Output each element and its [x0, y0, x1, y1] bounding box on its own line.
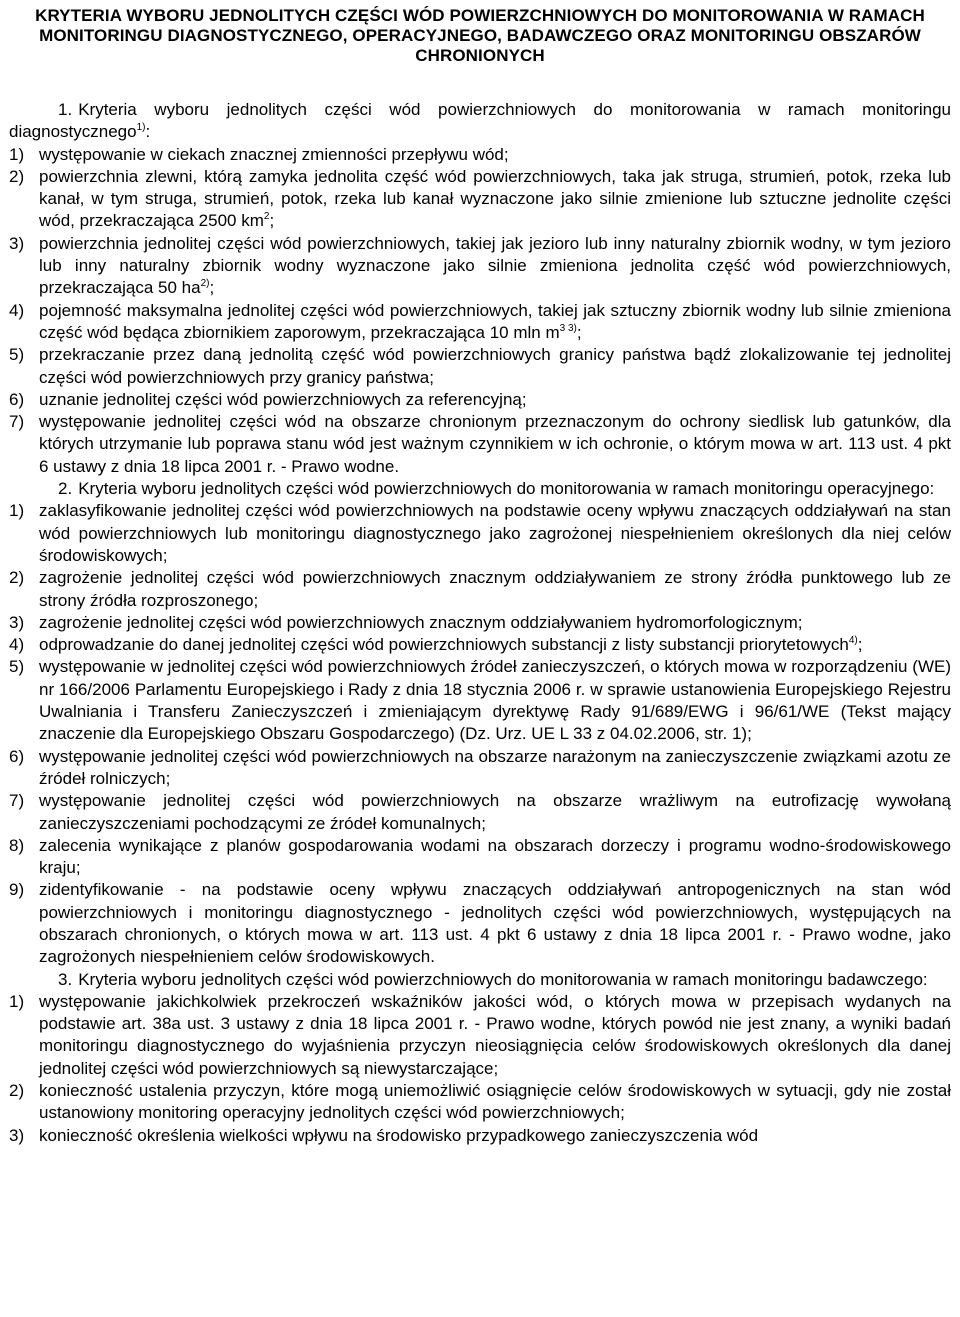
list-item [9, 233, 951, 300]
section-heading-text: Kryteria wyboru jednolitych części wód powierzchniowych do monitorowania w ramach monitoringu operacyjnego: [78, 479, 935, 499]
list-item-text: występowanie w ciekach znacznej zmienności przepływu wód; [39, 144, 509, 164]
list-item-text: zidentyfikowanie - na podstawie oceny wpływu znaczących oddziaływań antropogenicznych na stan wód powierzchniowych i monitoringu diagnostycznego - jednolitych części wód powierzchniowych, występujących na obszarach chronionych, o których mowa w art. 113 ust. 4 pkt 6 ustawy z dnia 18 lipca 2001 r. - Prawo wodne, jako zagrożonych niespełnieniem celów środowiskowych. [39, 880, 951, 967]
list-item-number: 9) [9, 880, 25, 900]
list-item-text: uznanie jednolitej części wód powierzchniowych za referencyjną; [39, 389, 527, 409]
list-item-text: konieczność ustalenia przyczyn, które mogą uniemożliwić osiągnięcie celów środowiskowych w sytuacji, gdy nie został ustanowiony monitoring operacyjny jednolitych części wód powierzchniowych; [39, 1081, 951, 1123]
footnote-ref: 3 3) [559, 322, 577, 334]
section-heading [9, 969, 951, 991]
list-item [9, 344, 951, 389]
section-number: 2. [58, 479, 73, 499]
list-item-number: 4) [9, 635, 25, 655]
section-number: 1. [58, 100, 73, 119]
list-item [9, 144, 951, 166]
list-item-number: 2) [9, 568, 25, 588]
criteria-list [9, 500, 951, 968]
list-item-tail: ; [209, 278, 215, 298]
criteria-list [9, 991, 951, 1147]
section-3 [9, 969, 951, 1147]
heading-tail: : [145, 122, 151, 142]
list-item [9, 500, 951, 567]
document-page [9, 6, 951, 1147]
list-item-text: odprowadzanie do danej jednolitej części wód powierzchniowych substancji z listy substancji priorytetowych [39, 635, 849, 655]
list-item-text: występowanie jednolitej części wód na obszarze chronionym przeznaczonym do ochrony siedlisk lub gatunków, dla których utrzymanie lub poprawa stanu wód jest ważnym czynnikiem w ich ochronie, o którym mowa w art. 113 ust. 4 pkt 6 ustawy z dnia 18 lipca 2001 r. - Prawo wodne. [39, 412, 951, 476]
footnote-ref: 1) [136, 122, 146, 134]
section-heading-text: Kryteria wyboru jednolitych części wód powierzchniowych do monitorowania w ramach monitoringu diagnostycznego [9, 100, 951, 142]
section-heading [9, 478, 951, 500]
section-1 [9, 99, 951, 478]
list-item-text: powierzchnia zlewni, którą zamyka jednolita część wód powierzchniowych, taka jak struga, strumień, potok, rzeka lub kanał, w tym struga, strumień, potok, rzeka lub kanał wyznaczone jako silnie zmienione lub sztuczne jednolite części wód, przekraczająca 2500 km [39, 166, 951, 231]
list-item-text: występowanie jednolitej części wód powierzchniowych na obszarze narażonym na zanieczyszczenie związkami azotu ze źródeł rolniczych; [39, 746, 951, 788]
document-title: KRYTERIA WYBORU JEDNOLITYCH CZĘŚCI WÓD POWIERZCHNIOWYCH DO MONITOROWANIA W RAMACH MONITORINGU DIAGNOSTYCZNEGO, OPERACYJNEGO, BADAWCZEGO ORAZ MONITORINGU OBSZARÓW CHRONIONYCH [35, 6, 925, 65]
list-item-number: 1) [9, 991, 25, 1011]
footnote-ref: 2) [200, 278, 210, 290]
list-item [9, 746, 951, 791]
list-item-tail: ; [576, 322, 582, 342]
list-item [9, 1080, 951, 1125]
list-item [9, 411, 951, 478]
list-item-tail: ; [269, 211, 275, 231]
list-item [9, 612, 951, 634]
list-item [9, 835, 951, 880]
list-item-number: 8) [9, 835, 25, 855]
list-item-number: 2) [9, 166, 25, 186]
list-item-number: 3) [9, 233, 25, 253]
list-item-text: zaklasyfikowanie jednolitej części wód powierzchniowych na podstawie oceny wpływu znaczących oddziaływań na stan wód powierzchniowych lub monitoringu diagnostycznego jako zagrożonej niespełnieniem określonych dla niej celów środowiskowych; [39, 501, 951, 565]
section-heading [9, 99, 951, 144]
list-item-text: powierzchnia jednolitej części wód powierzchniowych, takiej jak jezioro lub inny naturalny zbiornik wodny, w tym jezioro lub inny naturalny zbiornik wodny wyznaczone jako silnie zmieniona jednolita część wód powierzchniowych, przekraczająca 50 ha [39, 233, 951, 298]
list-item-number: 5) [9, 345, 25, 365]
list-item-text: występowanie jednolitej części wód powierzchniowych na obszarze wrażliwym na eutrofizację wywołaną zanieczyszczeniami pochodzącymi ze źródeł komunalnych; [39, 791, 951, 833]
list-item-number: 7) [9, 412, 25, 432]
list-item-number: 2) [9, 1081, 25, 1101]
list-item-number: 3) [9, 612, 25, 632]
list-item [9, 656, 951, 745]
list-item-text: zagrożenie jednolitej części wód powierzchniowych znacznym oddziaływaniem hydromorfologicznym; [39, 612, 803, 632]
footnote-ref: 4) [848, 635, 858, 647]
list-item [9, 389, 951, 411]
list-item-text: przekraczanie przez daną jednolitą część wód powierzchniowych granicy państwa bądź zlokalizowanie tej jednolitej części wód powierzchniowych przy granicy państwa; [39, 345, 951, 387]
list-item-text: zalecenia wynikające z planów gospodarowania wodami na obszarach dorzeczy i programu wodno-środowiskowego kraju; [39, 835, 951, 878]
list-item [9, 634, 951, 656]
list-item [9, 567, 951, 612]
list-item [9, 991, 951, 1080]
footnote-ref: 2 [263, 211, 270, 223]
list-item-number: 3) [9, 1125, 25, 1145]
list-item-text: zagrożenie jednolitej części wód powierzchniowych znacznym oddziaływaniem ze strony źródła punktowego lub ze strony źródła rozproszonego; [39, 568, 951, 610]
criteria-list [9, 144, 951, 478]
sections-container [9, 99, 951, 1147]
list-item-text: pojemność maksymalna jednolitej części wód powierzchniowych, takiej jak sztuczny zbiornik wodny lub silnie zmieniona część wód będąca zbiornikiem zaporowym, przekraczająca 10 mln m [39, 300, 951, 342]
list-item-number: 7) [9, 791, 25, 811]
list-item [9, 790, 951, 835]
section-number: 3. [58, 969, 73, 989]
list-item-number: 6) [9, 746, 25, 766]
list-item-number: 6) [9, 389, 25, 409]
list-item-number: 4) [9, 300, 25, 320]
list-item-text: występowanie jakichkolwiek przekroczeń wskaźników jakości wód, o których mowa w przepisach wydanych na podstawie art. 38a ust. 3 ustawy z dnia 18 lipca 2001 r. - Prawo wodne, których powód nie jest znany, a wyniki badań monitoringu diagnostycznego do wyjaśnienia przyczyn nieosiągnięcia celów środowiskowych określonych dla danej jednolitej części wód powierzchniowych są niewystarczające; [39, 991, 951, 1078]
list-item-text: występowanie w jednolitej części wód powierzchniowych źródeł zanieczyszczeń, o których mowa w rozporządzeniu (WE) nr 166/2006 Parlamentu Europejskiego i Rady z dnia 18 stycznia 2006 r. w sprawie ustanowienia Europejskiego Rejestru Uwalniania i Transferu Zanieczyszczeń i zmieniającym dyrektywę Rady 91/689/EWG i 96/61/WE (Tekst mający znaczenie dla Europejskiego Obszaru Gospodarczego) (Dz. Urz. UE L 33 z 04.02.2006, str. 1); [39, 657, 951, 744]
list-item-number: 1) [9, 144, 25, 164]
list-item-number: 5) [9, 657, 25, 677]
section-2 [9, 478, 951, 969]
list-item [9, 879, 951, 968]
list-item [9, 166, 951, 233]
list-item [9, 1125, 951, 1147]
list-item-tail: ; [857, 635, 863, 655]
list-item [9, 300, 951, 345]
list-item-number: 1) [9, 501, 25, 521]
section-heading-text: Kryteria wyboru jednolitych części wód powierzchniowych do monitorowania w ramach monitoringu badawczego: [78, 969, 928, 989]
list-item-text: konieczność określenia wielkości wpływu na środowisko przypadkowego zanieczyszczenia wód [39, 1125, 759, 1145]
